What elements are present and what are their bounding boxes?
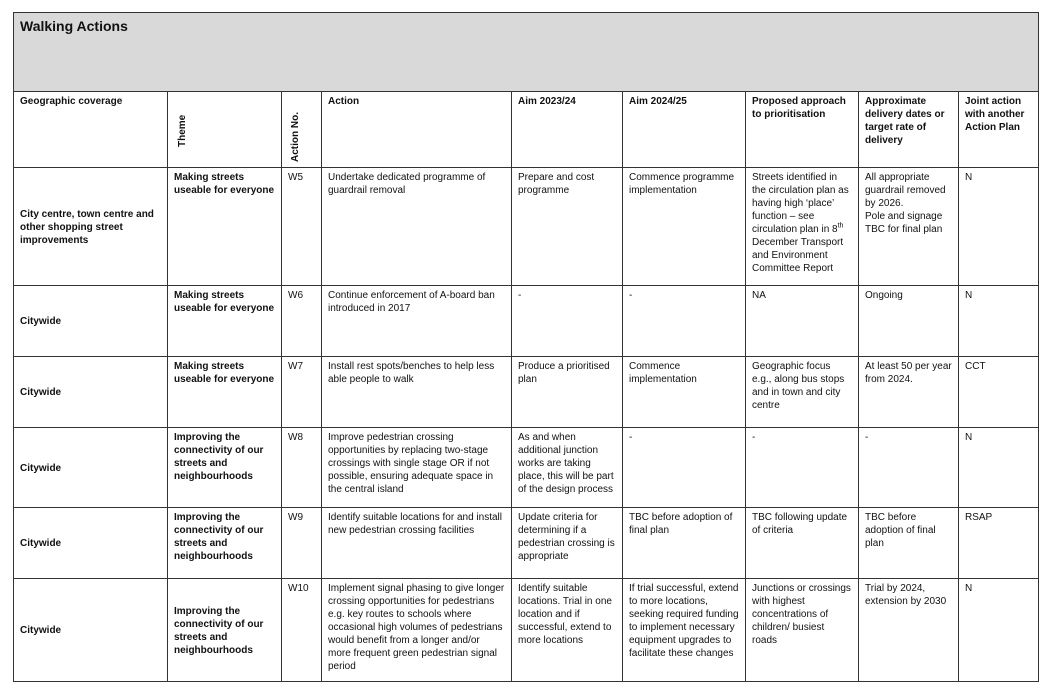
row-action-no: W7	[282, 357, 322, 428]
header-joint-action: Joint action with another Action Plan	[959, 92, 1039, 168]
header-action-no-cell	[282, 92, 322, 168]
row-geographic-coverage: Citywide	[14, 286, 168, 357]
row-delivery: At least 50 per year from 2024.	[859, 357, 959, 428]
table-title: Walking Actions	[14, 13, 1039, 92]
row-joint-action: N	[959, 286, 1039, 357]
row-geographic-coverage: Citywide	[14, 579, 168, 682]
row-action-no: W9	[282, 508, 322, 579]
row-geographic-coverage: Citywide	[14, 428, 168, 508]
header-theme-cell	[168, 92, 282, 168]
row-aim-2024-25: If trial successful, extend to more locations, seeking required funding to implement necessary equipment upgrades to facilitate these changes	[623, 579, 746, 682]
row-joint-action: N	[959, 428, 1039, 508]
row-action: Identify suitable locations for and install new pedestrian crossing facilities	[322, 508, 512, 579]
row-aim-2023-24: Prepare and cost programme	[512, 168, 623, 286]
row-geographic-coverage: Citywide	[14, 508, 168, 579]
row-action: Continue enforcement of A-board ban introduced in 2017	[322, 286, 512, 357]
header-row	[14, 92, 1039, 168]
row-proposed-approach: -	[746, 428, 859, 508]
row-joint-action: N	[959, 168, 1039, 286]
row-proposed-approach	[746, 168, 859, 286]
header-action-no: Action No.	[290, 112, 301, 162]
row-theme: Making streets useable for everyone	[168, 286, 282, 357]
walking-actions-table-wrap	[13, 12, 1039, 682]
row-theme: Improving the connectivity of our streets and neighbourhoods	[168, 428, 282, 508]
delivery-line-1: All appropriate guardrail removed by 2026.	[865, 172, 946, 209]
row-action-no: W10	[282, 579, 322, 682]
walking-actions-table	[13, 12, 1039, 682]
row-theme: Improving the connectivity of our streets and neighbourhoods	[168, 579, 282, 682]
row-theme: Making streets useable for everyone	[168, 357, 282, 428]
row-proposed-approach: Geographic focus e.g., along bus stops and in town and city centre	[746, 357, 859, 428]
row-aim-2024-25: -	[623, 286, 746, 357]
row-action: Undertake dedicated programme of guardrail removal	[322, 168, 512, 286]
table-row	[14, 168, 1039, 286]
header-proposed-approach: Proposed approach to prioritisation	[746, 92, 859, 168]
row-delivery: Ongoing	[859, 286, 959, 357]
row-geographic-coverage: Citywide	[14, 357, 168, 428]
row-action-no: W5	[282, 168, 322, 286]
row-theme: Making streets useable for everyone	[168, 168, 282, 286]
header-action: Action	[322, 92, 512, 168]
row-proposed-approach: Junctions or crossings with highest concentrations of children/ busiest roads	[746, 579, 859, 682]
row-action: Implement signal phasing to give longer crossing opportunities for pedestrians e.g. key routes to schools where occasional high volumes of pedestrians would benefit from a longer and/or more frequent green pedestrian signal period	[322, 579, 512, 682]
header-delivery-dates: Approximate delivery dates or target rate of delivery	[859, 92, 959, 168]
row-delivery	[859, 168, 959, 286]
row-joint-action: RSAP	[959, 508, 1039, 579]
header-aim-2024-25: Aim 2024/25	[623, 92, 746, 168]
row-action-no: W8	[282, 428, 322, 508]
header-aim-2023-24: Aim 2023/24	[512, 92, 623, 168]
header-theme: Theme	[177, 114, 188, 147]
row-aim-2023-24: Produce a prioritised plan	[512, 357, 623, 428]
row-aim-2023-24: As and when additional junction works are taking place, this will be part of the design process	[512, 428, 623, 508]
row-action: Install rest spots/benches to help less able people to walk	[322, 357, 512, 428]
approach-superscript: th	[837, 222, 844, 230]
row-proposed-approach: TBC following update of criteria	[746, 508, 859, 579]
table-row	[14, 357, 1039, 428]
row-delivery: -	[859, 428, 959, 508]
table-row	[14, 286, 1039, 357]
delivery-line-2: Pole and signage TBC for final plan	[865, 211, 943, 235]
row-delivery: Trial by 2024, extension by 2030	[859, 579, 959, 682]
row-theme: Improving the connectivity of our streets and neighbourhoods	[168, 508, 282, 579]
row-action-no: W6	[282, 286, 322, 357]
table-row	[14, 508, 1039, 579]
row-aim-2023-24: Identify suitable locations. Trial in one location and if successful, extend to more locations	[512, 579, 623, 682]
row-proposed-approach: NA	[746, 286, 859, 357]
row-aim-2024-25: TBC before adoption of final plan	[623, 508, 746, 579]
row-joint-action: N	[959, 579, 1039, 682]
row-geographic-coverage: City centre, town centre and other shopping street improvements	[14, 168, 168, 286]
approach-text-part-1: Streets identified in the circulation plan as having high ‘place’ function – see circulation plan in 8	[752, 172, 849, 235]
table-row	[14, 579, 1039, 682]
row-aim-2024-25: Commence programme implementation	[623, 168, 746, 286]
row-aim-2024-25: Commence implementation	[623, 357, 746, 428]
row-delivery: TBC before adoption of final plan	[859, 508, 959, 579]
row-aim-2023-24: Update criteria for determining if a pedestrian crossing is appropriate	[512, 508, 623, 579]
header-geographic-coverage: Geographic coverage	[14, 92, 168, 168]
row-action: Improve pedestrian crossing opportunities by replacing two-stage crossings with single stage OR if not possible, ensuring adequate space in the central island	[322, 428, 512, 508]
row-aim-2023-24: -	[512, 286, 623, 357]
row-aim-2024-25: -	[623, 428, 746, 508]
row-joint-action: CCT	[959, 357, 1039, 428]
approach-text-part-2: December Transport and Environment Committee Report	[752, 237, 844, 274]
table-row	[14, 428, 1039, 508]
